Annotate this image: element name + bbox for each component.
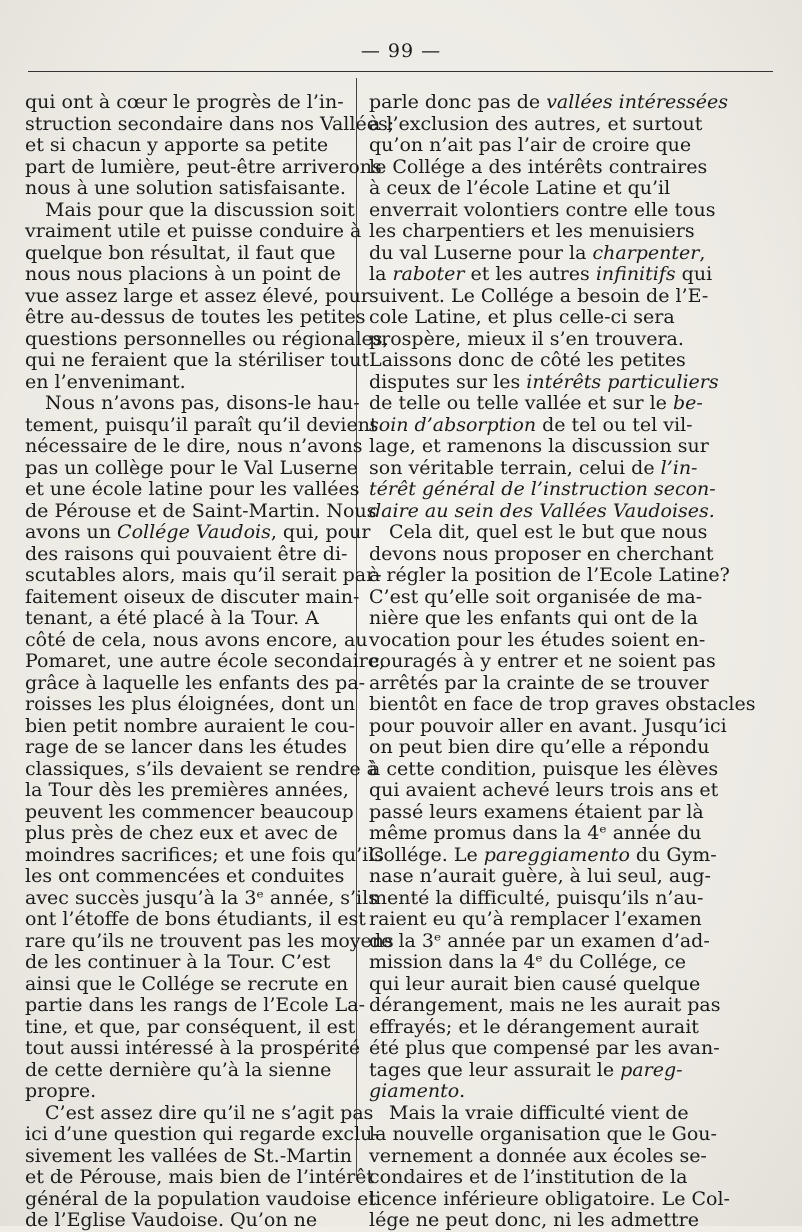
text-segment: plus près de chez eux et avec de	[25, 822, 338, 844]
text-segment: la nouvelle organisation que le Gou-	[369, 1123, 717, 1145]
text-line	[25, 92, 347, 114]
right-column	[369, 91, 756, 1232]
text-segment: à régler la position de l’Ecole Latine?	[369, 564, 730, 586]
text-line	[25, 284, 370, 308]
text-line	[25, 306, 366, 329]
text-line	[25, 135, 347, 157]
text-segment: les charpentiers et les menuisiers	[369, 220, 695, 242]
text-line	[369, 1123, 717, 1146]
text-segment: , qui, pour	[270, 521, 371, 543]
text-segment: lage, et ramenons la discussion sur	[369, 435, 709, 457]
text-segment: Nous n’avons pas, disons-le hau-	[45, 392, 360, 414]
text-segment: de cette dernière qu’à la sienne	[25, 1058, 332, 1081]
text-segment: vraiment utile et puisse conduire à	[25, 220, 362, 242]
text-line	[25, 392, 360, 415]
text-line	[25, 843, 385, 867]
text-segment: général de la population vaudoise et	[25, 1187, 377, 1210]
text-line	[25, 608, 347, 630]
text-segment: moindres sacrifices; et une fois qu’ils	[25, 843, 385, 866]
text-segment: de la 3ᵉ année par un examen d’ad-	[369, 929, 710, 952]
text-segment: et une école latine pour les vallées	[25, 478, 360, 500]
text-line	[25, 952, 347, 974]
text-segment: qui avaient achevé leurs trois ans et	[369, 779, 719, 801]
text-line	[25, 757, 378, 781]
text-line	[369, 564, 730, 587]
text-segment: ainsi que le Collége se recrute en	[25, 972, 349, 995]
text-line	[25, 327, 389, 351]
text-segment: la	[369, 263, 393, 285]
text-segment: Mais la vraie difficulté vient de	[389, 1101, 689, 1124]
text-line	[25, 155, 382, 179]
text-line	[369, 112, 703, 136]
text-segment: et si chacun y apporte sa petite	[25, 134, 329, 156]
italic-segment: térêt général de l’instruction secon-	[369, 478, 716, 500]
text-segment: rare qu’ils ne trouvent pas les moyens	[25, 929, 394, 952]
text-line	[369, 1037, 720, 1060]
text-line	[25, 372, 347, 394]
text-line	[369, 693, 756, 716]
text-segment: du Gym-	[629, 843, 717, 866]
text-segment: à cette condition, puisque les élèves	[369, 757, 719, 780]
italic-segment: l’in-	[660, 456, 698, 479]
text-line	[25, 780, 347, 802]
text-line	[369, 952, 699, 974]
text-line	[369, 542, 714, 566]
text-segment: condaires et de l’institution de la	[369, 1166, 688, 1188]
text-segment: à l’exclusion des autres, et surtout	[369, 112, 703, 135]
text-line	[369, 350, 699, 372]
header-rule	[28, 71, 773, 72]
text-line	[25, 1123, 379, 1146]
text-segment: Mais pour que la discussion soit	[45, 198, 355, 221]
text-line	[369, 435, 709, 458]
text-line	[369, 1187, 730, 1211]
italic-segment: pareg-	[620, 1058, 683, 1081]
text-segment: tages que leur assurait le	[369, 1058, 621, 1081]
text-segment: de l’Eglise Vaudoise. Qu’on ne	[25, 1209, 318, 1231]
text-line	[369, 822, 702, 845]
text-segment: C’est assez dire qu’il ne s’agit pas	[45, 1101, 374, 1124]
text-segment: menté la difficulté, puisqu’ils n’au-	[369, 886, 704, 909]
text-segment: nécessaire de le dire, nous n’avons	[25, 435, 363, 457]
text-line	[369, 800, 704, 824]
text-line	[369, 1167, 699, 1189]
text-line	[369, 329, 699, 351]
text-segment: partie dans les rangs de l’Ecole La-	[25, 994, 366, 1016]
text-segment: de tel ou tel vil-	[536, 413, 693, 436]
text-segment: tement, puisqu’il paraît qu’il devient	[25, 413, 378, 436]
text-segment: tout aussi intéressé à la prospérité	[25, 1037, 361, 1059]
text-segment: de telle ou telle vallée et sur le	[369, 392, 673, 414]
text-segment: roisses les plus éloignées, dont un	[25, 693, 356, 715]
text-segment: Laissons donc de côté les petites	[369, 349, 686, 371]
text-line	[25, 866, 347, 888]
text-line	[25, 908, 366, 931]
text-segment: quelque bon résultat, il faut que	[25, 241, 336, 264]
text-line	[369, 994, 721, 1017]
text-line	[369, 974, 699, 996]
text-line	[369, 908, 702, 931]
text-line	[25, 1144, 352, 1168]
text-line	[369, 628, 706, 652]
text-line	[25, 112, 395, 136]
text-segment: de les continuer à la Tour. C’est	[25, 951, 331, 973]
text-segment: vue assez large et assez élevé, pour	[25, 284, 370, 307]
text-segment: avec succès jusqu’à la 3ᵉ année, s’ils	[25, 886, 378, 909]
text-line	[369, 865, 711, 888]
text-segment: de Pérouse et de Saint-Martin. Nous	[25, 499, 377, 522]
text-line	[25, 198, 355, 222]
text-line	[25, 737, 347, 759]
text-segment: raient eu qu’à remplacer l’examen	[369, 908, 702, 930]
text-line	[25, 178, 347, 200]
text-line	[25, 974, 347, 996]
text-line	[25, 544, 347, 566]
text-line	[25, 1101, 374, 1125]
left-column	[25, 91, 395, 1232]
text-segment: passé leurs examens étaient par là	[369, 800, 704, 823]
text-segment: lége ne peut donc, ni les admettre	[369, 1209, 699, 1231]
text-line	[369, 843, 717, 867]
text-segment: classiques, s’ils devaient se rendre à	[25, 757, 378, 780]
text-line	[369, 198, 716, 222]
text-line	[25, 994, 366, 1017]
text-segment: licence inférieure obligatoire. Le Col-	[369, 1187, 730, 1210]
page-number: — 99 —	[360, 40, 442, 62]
text-line	[369, 91, 728, 114]
text-line	[25, 435, 363, 458]
text-segment: suivent. Le Collége a besoin de l’E-	[369, 284, 709, 307]
text-segment: qui ne feraient que la stériliser tout	[25, 349, 370, 371]
text-segment: nase n’aurait guère, à lui seul, aug-	[369, 865, 711, 887]
italic-segment: giamento	[369, 1080, 460, 1102]
text-line	[25, 1015, 356, 1039]
italic-segment: pareggiamento	[483, 843, 630, 866]
text-segment: bien petit nombre auraient le cou-	[25, 714, 356, 737]
text-line	[369, 415, 699, 437]
text-segment: à ceux de l’école Latine et qu’il	[369, 177, 671, 199]
text-segment: faitement oiseux de discuter main-	[25, 585, 360, 608]
text-segment: pour pouvoir aller en avant. Jusqu’ici	[369, 714, 727, 737]
text-line	[25, 349, 370, 372]
text-line	[369, 221, 699, 243]
text-line	[369, 155, 708, 179]
text-segment: part de lumière, peut-être arriverons	[25, 155, 382, 178]
text-segment: nous à une solution satisfaisante.	[25, 177, 346, 199]
text-line	[25, 823, 347, 845]
text-line	[25, 693, 356, 716]
text-segment: nous nous placions à un point de	[25, 263, 342, 285]
text-line	[369, 779, 719, 802]
text-segment: ont l’étoffe de bons étudiants, il est	[25, 908, 366, 930]
text-segment: les ont commencées et conduites	[25, 865, 345, 887]
text-segment: avons un	[25, 521, 118, 543]
text-line	[25, 585, 360, 609]
text-segment: propre.	[25, 1080, 97, 1102]
text-line	[25, 1166, 375, 1189]
italic-segment: infinitifs	[595, 263, 676, 285]
text-line	[25, 264, 347, 286]
text-line	[25, 800, 354, 824]
text-segment: tenant, a été placé à la Tour. A	[25, 607, 319, 629]
italic-segment: raboter	[392, 263, 465, 285]
text-line	[25, 499, 377, 523]
text-segment: qui	[675, 263, 713, 285]
italic-segment: intérêts particuliers	[526, 370, 719, 393]
text-segment: parle donc pas de	[369, 91, 547, 113]
text-segment: tine, et que, par conséquent, il est	[25, 1015, 356, 1038]
text-segment: disputes sur les	[369, 370, 527, 393]
italic-segment: charpenter	[592, 241, 700, 264]
text-segment: C’est qu’elle soit organisée de ma-	[369, 585, 703, 608]
text-line	[369, 392, 703, 415]
text-segment: côté de cela, nous avons encore, au	[25, 628, 368, 651]
text-line	[25, 478, 360, 501]
text-segment: vernement a donnée aux écoles se-	[369, 1144, 707, 1167]
text-line	[369, 736, 710, 759]
text-segment: et les autres	[464, 263, 596, 285]
italic-segment: be-	[672, 392, 703, 414]
text-line	[369, 714, 727, 738]
text-line	[25, 1210, 347, 1232]
text-segment: sivement les vallées de St.-Martin	[25, 1144, 352, 1167]
text-segment: scutables alors, mais qu’il serait par-	[25, 564, 382, 586]
text-segment: été plus que compensé par les avan-	[369, 1037, 720, 1059]
text-line	[25, 886, 378, 910]
text-line	[25, 929, 394, 953]
text-line	[369, 263, 713, 286]
text-line	[369, 370, 719, 394]
text-line	[369, 521, 708, 544]
text-segment: couragés à y entrer et ne soient pas	[369, 650, 716, 672]
text-line	[369, 478, 716, 501]
text-line	[369, 1060, 699, 1082]
text-segment: devons nous proposer en cherchant	[369, 542, 714, 565]
text-segment: nière que les enfants qui ont de la	[369, 607, 698, 629]
text-segment: la Tour dès les premières années,	[25, 779, 349, 801]
text-segment: du val Luserne pour la	[369, 241, 593, 264]
text-segment: son véritable terrain, celui de	[369, 456, 661, 479]
text-line	[25, 714, 356, 738]
text-segment: cole Latine, et plus celle-ci sera	[369, 306, 675, 328]
text-segment: questions personnelles ou régionales,	[25, 327, 389, 350]
text-segment: peuvent les commencer beaucoup	[25, 800, 354, 823]
text-segment: ici d’une question qui regarde exclu-	[25, 1123, 379, 1145]
text-segment: des raisons qui pouvaient être di-	[25, 542, 348, 565]
text-segment: mission dans la 4ᵉ du Collége, ce	[369, 951, 687, 973]
text-segment: struction secondaire dans nos Vallées;	[25, 112, 395, 135]
text-line	[369, 178, 699, 200]
text-segment: prospère, mieux il s’en trouvera.	[369, 327, 684, 350]
text-segment: en l’envenimant.	[25, 370, 186, 393]
text-segment: dérangement, mais ne les aurait pas	[369, 994, 721, 1016]
text-segment: grâce à laquelle les enfants des pa-	[25, 671, 366, 694]
text-segment: bientôt en face de trop graves obstacles	[369, 693, 756, 715]
text-segment: qui ont à cœur le progrès de l’in-	[25, 91, 344, 113]
text-segment: même promus dans la 4ᵉ année du	[369, 822, 702, 844]
text-line	[369, 671, 709, 695]
text-line	[369, 1017, 699, 1039]
text-line	[369, 1081, 699, 1103]
text-line	[25, 220, 362, 243]
text-segment: Collége. Le	[369, 843, 484, 866]
text-segment: qu’on n’ait pas l’air de croire que	[369, 134, 692, 156]
text-line	[369, 284, 709, 308]
italic-segment: soin d’absorption	[369, 413, 537, 436]
text-segment: rage de se lancer dans les études	[25, 736, 347, 758]
text-line	[25, 1060, 347, 1082]
italic-segment: Collége Vaudois	[117, 521, 271, 543]
text-segment: Pomaret, une autre école secondaire,	[25, 650, 386, 672]
text-line	[369, 135, 699, 157]
text-line	[25, 671, 366, 695]
text-line	[25, 1081, 347, 1103]
text-line	[369, 608, 699, 630]
text-segment: on peut bien dire qu’elle a répondu	[369, 736, 710, 758]
text-segment: effrayés; et le dérangement aurait	[369, 1015, 699, 1038]
text-segment: arrêtés par la crainte de se trouver	[369, 671, 709, 694]
text-segment: et de Pérouse, mais bien de l’intérêt	[25, 1166, 375, 1188]
italic-segment: vallées intéressées	[546, 91, 728, 113]
text-line	[369, 1103, 699, 1125]
text-line	[369, 1144, 707, 1168]
text-segment: le Collége a des intérêts contraires	[369, 155, 708, 178]
text-line	[369, 886, 704, 910]
text-line	[369, 757, 719, 781]
text-line	[369, 585, 703, 609]
text-segment: qui leur aurait bien causé quelque	[369, 972, 701, 995]
text-segment: vocation pour les études soient en-	[369, 628, 706, 651]
text-line	[369, 650, 716, 673]
text-line	[25, 521, 371, 544]
italic-segment: daire au sein des Vallées Vaudoises.	[369, 499, 715, 522]
text-line	[369, 241, 706, 265]
text-segment: être au-dessus de toutes les petites	[25, 306, 366, 328]
text-line	[25, 1187, 377, 1211]
text-line	[25, 413, 378, 437]
text-line	[369, 499, 715, 523]
text-segment: Cela dit, quel est le but que nous	[389, 521, 708, 543]
text-segment: pas un collège pour le Val Luserne	[25, 456, 358, 479]
text-line	[369, 1210, 699, 1232]
text-segment: enverrait volontiers contre elle tous	[369, 198, 716, 221]
text-line	[25, 456, 358, 480]
text-line	[25, 1037, 361, 1060]
text-segment: ,	[699, 241, 706, 264]
text-line	[25, 650, 386, 673]
text-segment: .	[459, 1080, 466, 1102]
text-line	[25, 564, 382, 587]
text-line	[25, 628, 368, 652]
text-line	[369, 458, 699, 480]
text-line	[25, 243, 347, 265]
text-line	[369, 929, 710, 953]
text-line	[369, 307, 699, 329]
